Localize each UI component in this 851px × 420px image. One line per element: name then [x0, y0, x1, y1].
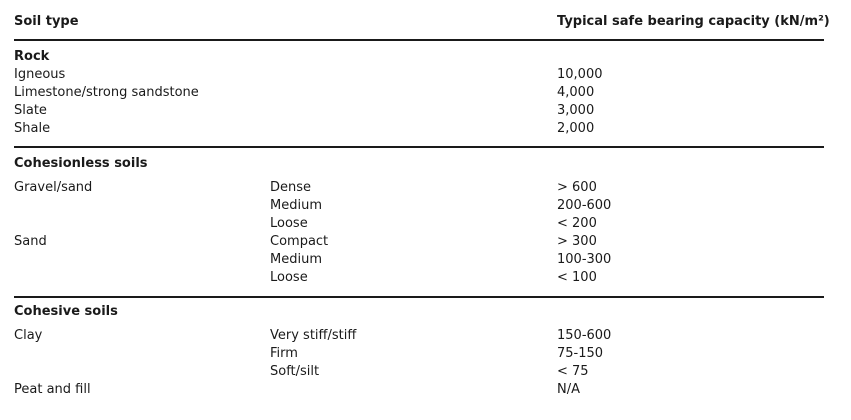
- header-rule: [14, 39, 824, 41]
- table-row: [14, 233, 824, 251]
- cell-soil-type: Igneous: [14, 67, 66, 82]
- cell-soil-type: Limestone/strong sandstone: [14, 85, 199, 100]
- cell-capacity: 150-600: [557, 328, 612, 343]
- section-rule: [14, 296, 824, 298]
- section-title: Rock: [14, 49, 50, 64]
- table-row: [14, 251, 824, 269]
- table-row: [14, 363, 824, 381]
- table-row: [14, 269, 824, 287]
- cell-capacity: > 600: [557, 180, 597, 195]
- section-rule: [14, 146, 824, 148]
- cell-condition: Medium: [270, 252, 322, 267]
- table-row: [14, 197, 824, 215]
- cell-soil-type: Peat and fill: [14, 382, 91, 397]
- section-title: Cohesionless soils: [14, 156, 148, 171]
- header-capacity: Typical safe bearing capacity (kN/m²): [557, 14, 830, 29]
- table-row: [14, 381, 824, 399]
- cell-capacity: < 100: [557, 270, 597, 285]
- cell-capacity: 4,000: [557, 85, 595, 100]
- cell-capacity: 75-150: [557, 346, 604, 361]
- cell-soil-type: Clay: [14, 328, 43, 343]
- table-row: [14, 102, 824, 120]
- cell-capacity: 2,000: [557, 121, 595, 136]
- table-header: [14, 14, 830, 34]
- table-row: [14, 179, 824, 197]
- section-title: Cohesive soils: [14, 304, 118, 319]
- cell-condition: Loose: [270, 216, 308, 231]
- cell-condition: Soft/silt: [270, 364, 320, 379]
- cell-capacity: 3,000: [557, 103, 595, 118]
- cell-capacity: < 200: [557, 216, 597, 231]
- cell-condition: Compact: [270, 234, 329, 249]
- cell-capacity: 100-300: [557, 252, 612, 267]
- header-soil-type: Soil type: [14, 14, 79, 29]
- cell-capacity: 200-600: [557, 198, 612, 213]
- cell-soil-type: Gravel/sand: [14, 180, 93, 195]
- cell-condition: Dense: [270, 180, 312, 195]
- table-row: [14, 66, 824, 84]
- cell-capacity: 10,000: [557, 67, 603, 82]
- cell-capacity: < 75: [557, 364, 589, 379]
- table-row: [14, 120, 824, 138]
- cell-condition: Medium: [270, 198, 322, 213]
- table-row: [14, 215, 824, 233]
- table-row: [14, 327, 824, 345]
- cell-capacity: N/A: [557, 382, 580, 397]
- table-row: [14, 345, 824, 363]
- cell-condition: Very stiff/stiff: [270, 328, 357, 343]
- cell-capacity: > 300: [557, 234, 597, 249]
- cell-condition: Loose: [270, 270, 308, 285]
- cell-soil-type: Slate: [14, 103, 47, 118]
- table-row: [14, 84, 824, 102]
- cell-soil-type: Sand: [14, 234, 47, 249]
- cell-soil-type: Shale: [14, 121, 51, 136]
- cell-condition: Firm: [270, 346, 298, 361]
